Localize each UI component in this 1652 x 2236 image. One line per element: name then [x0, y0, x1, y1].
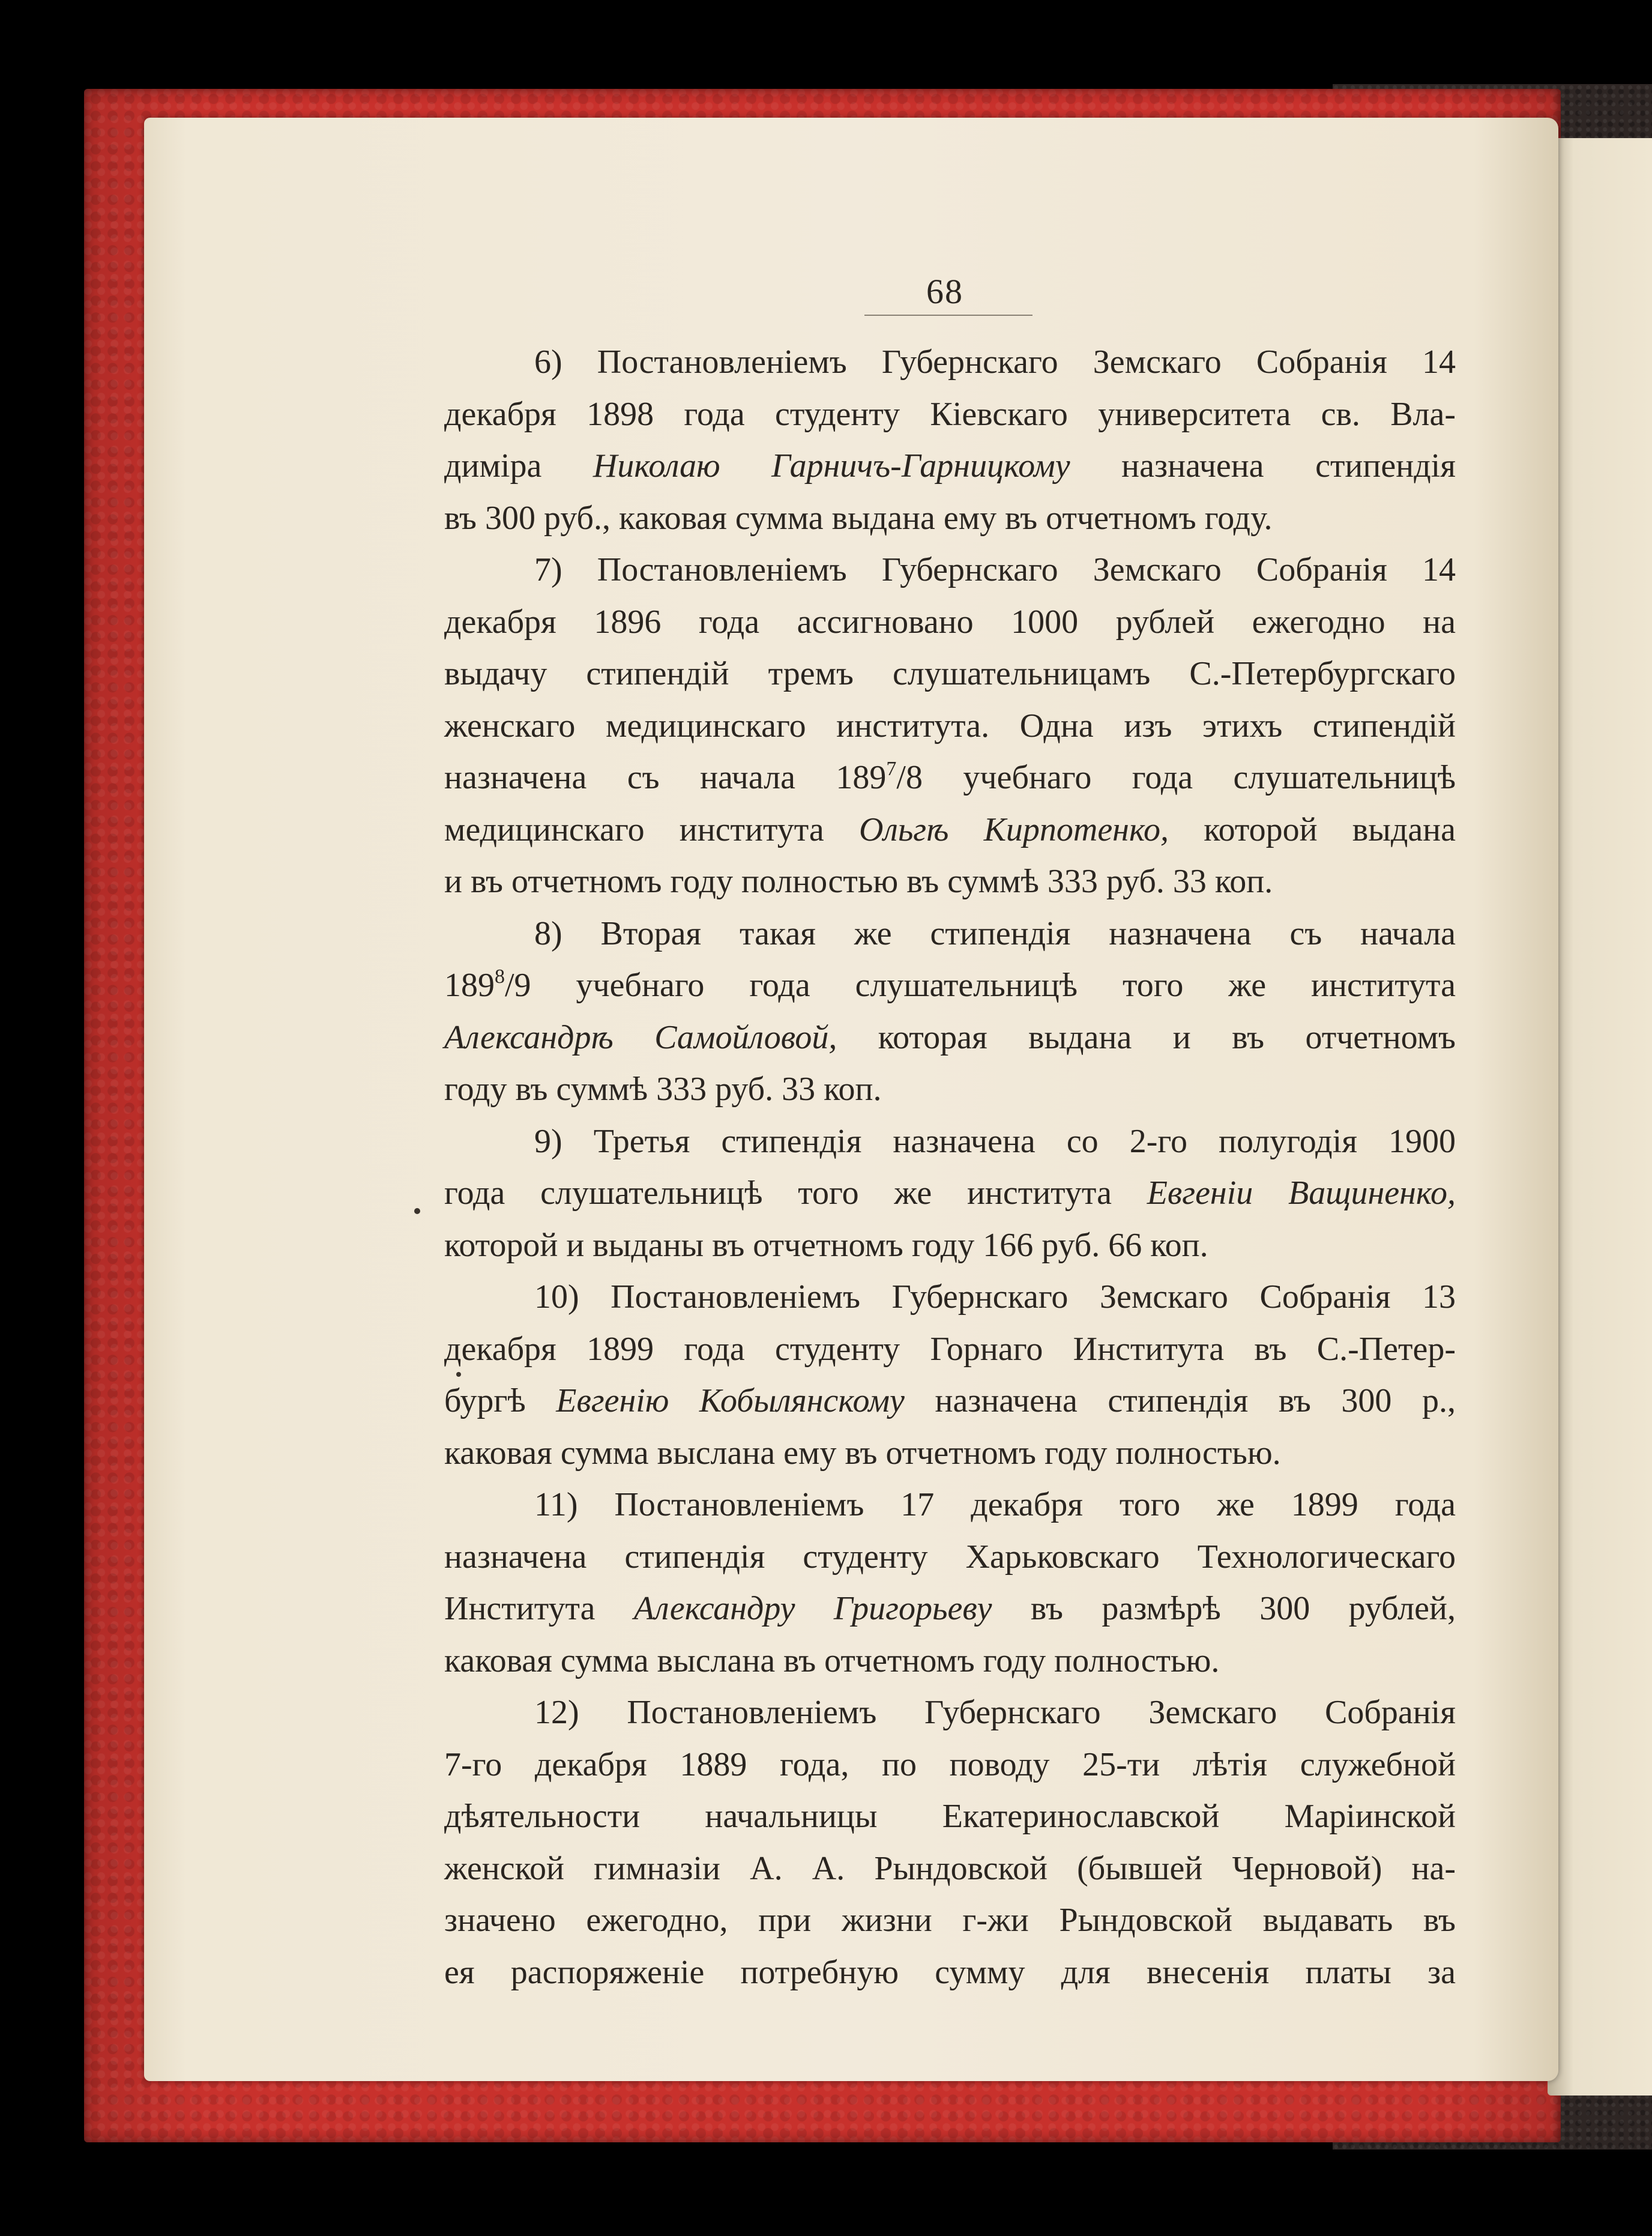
- italic-name: Евгеніи Ващиненко,: [1147, 1174, 1456, 1212]
- text-segment: ея распоряженіе потребную сумму для внесенія платы за: [444, 1953, 1456, 1991]
- text-line: [444, 1531, 1456, 1583]
- body-text: [444, 336, 1456, 1998]
- italic-name: Евгенію Кобылянскому: [556, 1382, 905, 1419]
- text-segment: въ 300 руб., каковая сумма выдана ему въ отчетномъ году.: [444, 499, 1273, 537]
- text-segment: женской гимназіи А. А. Рындовской (бывшей Черновой) на-: [444, 1849, 1456, 1887]
- text-line: [444, 804, 1456, 856]
- text-line: [444, 1063, 1456, 1116]
- text-line: [444, 1375, 1456, 1427]
- text-line: [444, 908, 1456, 960]
- text-line: [444, 1583, 1456, 1635]
- text-segment: назначена стипендія студенту Харьковскаго Технологическаго: [444, 1538, 1456, 1576]
- text-segment: декабря 1899 года студенту Горнаго Института въ С.-Петер-: [444, 1330, 1456, 1368]
- italic-name: Александрѣ Самойловой,: [444, 1018, 837, 1056]
- text-segment: каковая сумма выслана ему въ отчетномъ году полностью.: [444, 1434, 1281, 1472]
- text-segment: значено ежегодно, при жизни г-жи Рындовской выдавать въ: [444, 1902, 1456, 1939]
- text-segment: декабря 1896 года ассигновано 1000 рублей ежегодно на: [444, 603, 1456, 641]
- text-line: [444, 544, 1456, 596]
- facing-page-edge: [1548, 138, 1652, 2095]
- italic-name: Николаю Гарничъ-Гарницкому: [592, 447, 1070, 485]
- text-line: [444, 440, 1456, 492]
- text-segment: въ размѣрѣ 300 рублей,: [992, 1590, 1456, 1627]
- text-segment: году въ суммѣ 333 руб. 33 коп.: [444, 1071, 882, 1108]
- text-segment: года слушательницѣ того же института: [444, 1174, 1147, 1212]
- text-segment: медицинскаго института: [444, 811, 859, 848]
- text-line: [444, 1012, 1456, 1064]
- text-segment: которая выдана и въ отчетномъ: [837, 1018, 1456, 1056]
- text-segment: диміра: [444, 447, 593, 485]
- text-line: [444, 1167, 1456, 1219]
- text-line: [444, 492, 1456, 545]
- text-line: [444, 648, 1456, 700]
- text-segment: 9) Третья стипендія назначена со 2-го полугодія 1900: [534, 1122, 1456, 1160]
- text-line: [444, 1739, 1456, 1791]
- text-segment: 11) Постановленіемъ 17 декабря того же 1899 года: [534, 1486, 1456, 1523]
- text-segment: бургѣ: [444, 1382, 556, 1419]
- text-line: [444, 752, 1456, 804]
- text-segment: 8) Вторая такая же стипендія назначена съ начала: [534, 914, 1456, 952]
- text-line: [444, 1271, 1456, 1323]
- text-line: [444, 596, 1456, 648]
- superscript: 7: [886, 758, 897, 780]
- text-line: [444, 959, 1456, 1012]
- text-line: [444, 1479, 1456, 1531]
- text-line: [444, 1427, 1456, 1479]
- page-number: 68: [926, 272, 963, 311]
- text-line: [444, 856, 1456, 908]
- text-line: [444, 388, 1456, 441]
- text-line: [444, 1947, 1456, 1999]
- text-line: [444, 700, 1456, 752]
- text-segment: выдачу стипендій тремъ слушательницамъ С.-Петербургскаго: [444, 655, 1456, 692]
- text-line: [444, 1790, 1456, 1843]
- text-segment: 6) Постановленіемъ Губернскаго Земскаго Собранія 14: [534, 343, 1456, 381]
- text-line: [444, 1323, 1456, 1376]
- text-line: [444, 1635, 1456, 1687]
- text-segment: 10) Постановленіемъ Губернскаго Земскаго Собранія 13: [534, 1278, 1456, 1316]
- text-segment: назначена стипендія: [1070, 447, 1456, 485]
- text-line: [444, 1894, 1456, 1947]
- text-line: [444, 1116, 1456, 1168]
- text-segment: 7) Постановленіемъ Губернскаго Земскаго Собранія 14: [534, 551, 1456, 588]
- text-segment: назначена съ начала 189: [444, 759, 887, 796]
- text-segment: которой и выданы въ отчетномъ году 166 руб. 66 коп.: [444, 1226, 1208, 1264]
- text-segment: дѣятельности начальницы Екатеринославской Маріинской: [444, 1798, 1456, 1835]
- text-segment: и въ отчетномъ году полностью въ суммѣ 333 руб. 33 коп.: [444, 863, 1273, 900]
- italic-name: Ольгѣ Кирпотенко,: [858, 811, 1169, 848]
- ink-speck: [456, 1372, 461, 1377]
- superscript: 8: [495, 965, 505, 988]
- text-segment: назначена стипендія въ 300 р.,: [904, 1382, 1456, 1419]
- text-segment: декабря 1898 года студенту Кіевскаго университета св. Вла-: [444, 395, 1456, 433]
- text-segment: 12) Постановленіемъ Губернскаго Земскаго Собранія: [534, 1694, 1456, 1731]
- text-segment: каковая сумма выслана въ отчетномъ году полностью.: [444, 1642, 1220, 1679]
- text-segment: 7-го декабря 1889 года, по поводу 25-ти лѣтія служебной: [444, 1745, 1456, 1783]
- text-segment: /9 учебнаго года слушательницѣ того же института: [505, 967, 1456, 1004]
- text-line: [444, 1843, 1456, 1895]
- text-line: [444, 1219, 1456, 1272]
- text-segment: 189: [444, 967, 495, 1004]
- text-segment: женскаго медицинскаго института. Одна изъ этихъ стипендій: [444, 707, 1456, 745]
- text-segment: /8 учебнаго года слушательницѣ: [896, 759, 1456, 796]
- text-line: [444, 336, 1456, 388]
- italic-name: Александру Григорьеву: [633, 1590, 992, 1627]
- text-segment: Института: [444, 1590, 634, 1627]
- ink-speck: [414, 1208, 420, 1214]
- text-segment: которой выдана: [1169, 811, 1456, 848]
- text-line: [444, 1687, 1456, 1739]
- header-rule: [864, 315, 1032, 316]
